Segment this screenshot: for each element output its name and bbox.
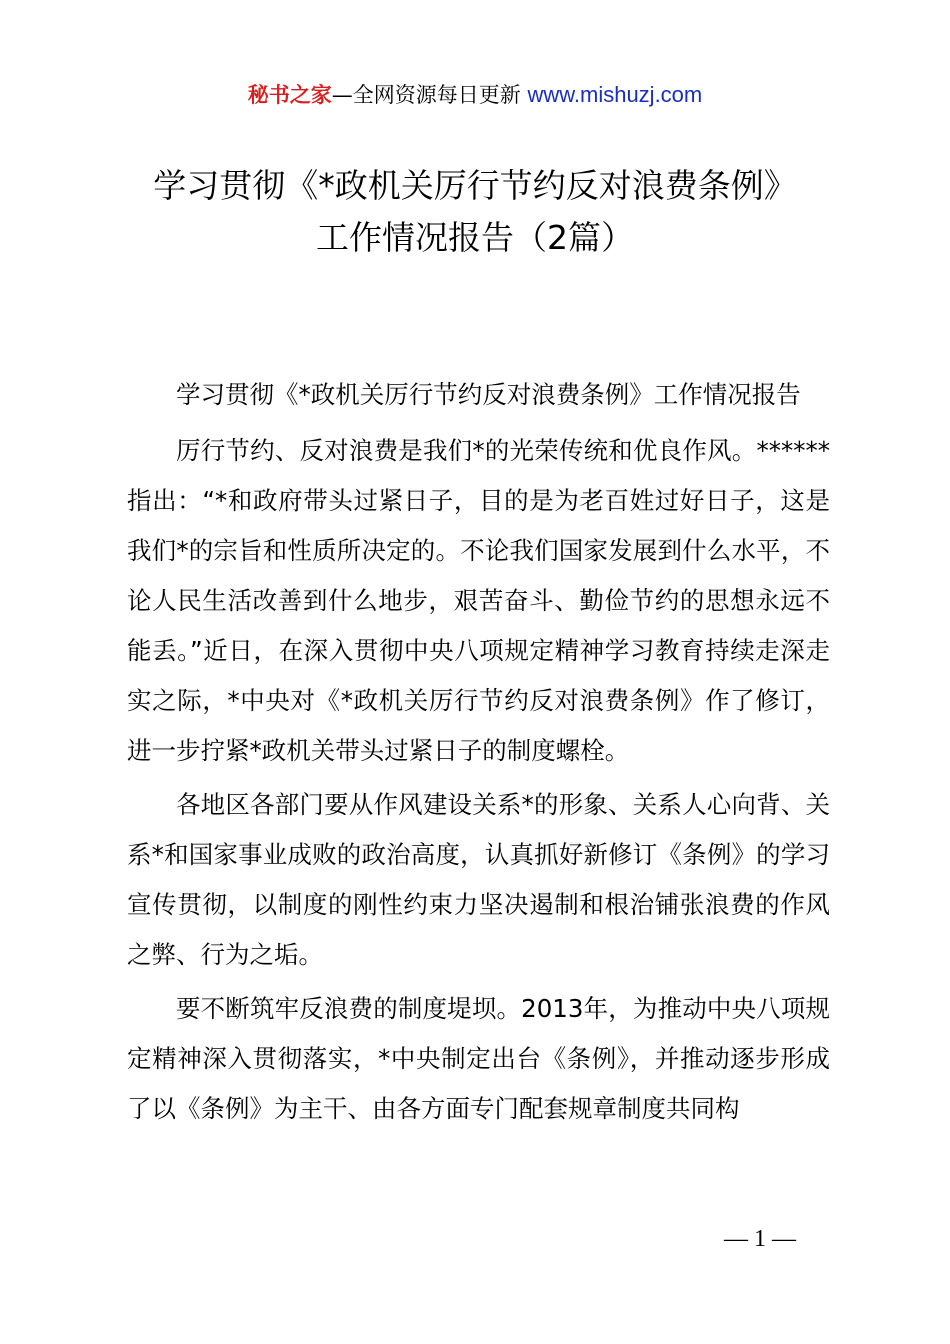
body-paragraph-3: 要不断筑牢反浪费的制度堤坝。2013年，为推动中央八项规定精神深入贯彻落实，*中央制定出台《条例》，并推动逐步形成了以《条例》为主干、由各方面专门配套规章制度共同构: [127, 994, 830, 1123]
title-line-1: 学习贯彻《*政机关厉行节约反对浪费条例》: [153, 166, 797, 205]
title-line-2: 工作情况报告（2篇）: [316, 218, 634, 257]
site-slogan: —全网资源每日更新: [331, 83, 528, 107]
site-url-link[interactable]: www.mishuzj.com: [527, 82, 703, 107]
document-title: [60, 160, 890, 264]
body-paragraph-1: 厉行节约、反对浪费是我们*的光荣传统和优良作风。******指出：“*和政府带头过紧日子，目的是为老百姓过好日子，这是我们*的宗旨和性质所决定的。不论我们国家发展到什么水平，不论人民生活改善到什么地步，艰苦奋斗、勤俭节约的思想永远不能丢。”近日，在深入贯彻中央八项规定精神学习教育持续走深走实之际，*中央对《*政机关厉行节约反对浪费条例》作了修订，进一步拧紧*政机关带头过紧日子的制度螺栓。: [127, 436, 830, 765]
body-paragraph-2: 各地区各部门要从作风建设关系*的形象、关系人心向背、关系*和国家事业成败的政治高度，认真抓好新修订《条例》的学习宣传贯彻，以制度的刚性约束力坚决遏制和根治铺张浪费的作风之弊、行为之垢。: [127, 790, 830, 969]
site-brand: 秘书之家: [247, 83, 332, 107]
body-subtitle: 学习贯彻《*政机关厉行节约反对浪费条例》工作情况报告: [176, 380, 801, 409]
page-number: — 1 —: [724, 1226, 796, 1252]
site-header: [0, 80, 950, 110]
document-body: [127, 370, 830, 1138]
